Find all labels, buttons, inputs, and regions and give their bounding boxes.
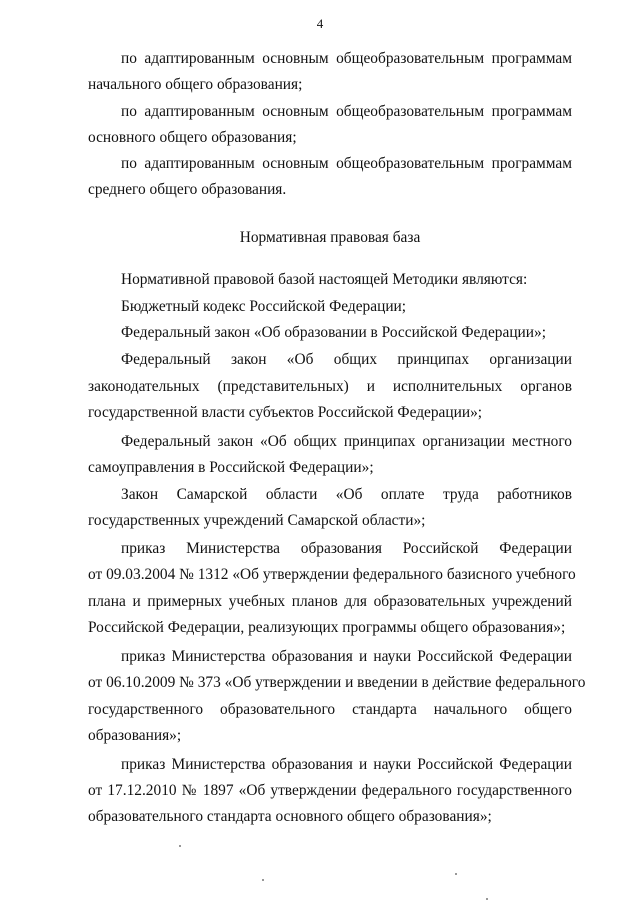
text-line: Федеральный закон «Об общих принципах организации bbox=[121, 351, 572, 368]
text-line: законодательных (представительных) и исполнительных органов bbox=[88, 378, 572, 395]
text-line: приказ Министерства образования и науки Российской Федерации bbox=[121, 648, 572, 665]
text-line: основного общего образования; bbox=[88, 129, 297, 146]
text-line: Нормативной правовой базой настоящей Методики являются: bbox=[121, 271, 528, 288]
scan-speck bbox=[486, 898, 488, 900]
text-line: государственных учреждений Самарской области»; bbox=[88, 512, 426, 529]
scan-speck bbox=[262, 879, 264, 881]
text-line: по адаптированным основным общеобразовательным программам bbox=[121, 103, 572, 120]
text-line: от 17.12.2010 № 1897 «Об утверждении федерального государственного bbox=[88, 782, 572, 799]
text-line: приказ Министерства образования Российской Федерации bbox=[121, 540, 572, 557]
scan-speck bbox=[179, 845, 181, 847]
text-line: Бюджетный кодекс Российской Федерации; bbox=[121, 298, 407, 315]
text-line: образовательного стандарта основного общего образования»; bbox=[88, 808, 492, 825]
text-line: по адаптированным основным общеобразовательным программам bbox=[121, 155, 572, 172]
text-line: по адаптированным основным общеобразовательным программам bbox=[121, 50, 572, 67]
text-line: образования»; bbox=[88, 727, 182, 744]
page-number: 4 bbox=[316, 16, 324, 31]
section-heading: Нормативная правовая база bbox=[239, 229, 421, 246]
text-line: Федеральный закон «Об общих принципах организации местного bbox=[121, 433, 572, 450]
text-line: приказ Министерства образования и науки Российской Федерации bbox=[121, 756, 572, 773]
text-line: плана и примерных учебных планов для образовательных учреждений bbox=[88, 593, 572, 610]
text-line: начального общего образования; bbox=[88, 76, 303, 93]
text-line: Федеральный закон «Об образовании в Российской Федерации»; bbox=[121, 324, 546, 341]
text-line: Российской Федерации, реализующих программы общего образования»; bbox=[88, 619, 566, 636]
text-line: самоуправления в Российской Федерации»; bbox=[88, 459, 374, 476]
text-line: от 09.03.2004 № 1312 «Об утверждении федерального базисного учебного bbox=[88, 566, 576, 583]
scan-speck bbox=[455, 873, 457, 875]
text-line: государственной власти субъектов Российской Федерации»; bbox=[88, 404, 483, 421]
text-line: государственного образовательного стандарта начального общего bbox=[88, 701, 572, 718]
text-line: Закон Самарской области «Об оплате труда работников bbox=[121, 486, 572, 503]
text-line: от 06.10.2009 № 373 «Об утверждении и введении в действие федерального bbox=[88, 674, 586, 691]
text-line: среднего общего образования. bbox=[88, 181, 287, 198]
